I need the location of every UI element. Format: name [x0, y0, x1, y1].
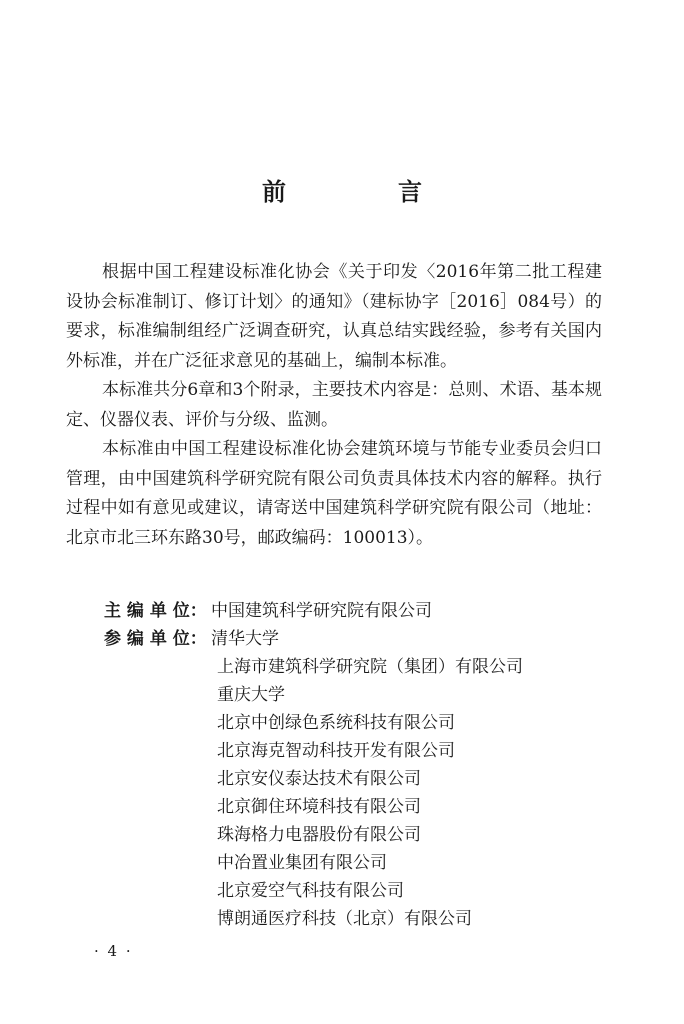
participating-unit: 北京爱空气科技有限公司: [217, 881, 404, 901]
participating-unit: 北京海克智动科技开发有限公司: [217, 741, 455, 761]
paragraph: 本标准由中国工程建设标准化协会建筑环境与节能专业委员会归口管理，由中国建筑科学研究院有限公司负责具体技术内容的解释。执行过程中如有意见或建议，请寄送中国建筑科学研究院有限公司（地址：北京市北三环东路30号，邮政编码：100013）。: [66, 439, 602, 548]
participating-unit: 博朗通医疗科技（北京）有限公司: [217, 909, 472, 929]
participating-unit: 清华大学: [211, 629, 279, 649]
participating-unit: 北京御住环境科技有限公司: [217, 797, 421, 817]
participating-unit: 上海市建筑科学研究院（集团）有限公司: [217, 657, 523, 677]
page-title: 前 言: [262, 178, 466, 206]
participating-unit: 北京中创绿色系统科技有限公司: [217, 713, 455, 733]
participating-unit: 重庆大学: [217, 685, 285, 705]
participating-units-label: 参 编 单 位：: [104, 629, 207, 649]
participating-unit: 北京安仪泰达技术有限公司: [217, 769, 421, 789]
paragraph: 本标准共分6章和3个附录，主要技术内容是：总则、术语、基本规定、仪器仪表、评价与分级、监测。: [66, 380, 602, 430]
foreword-body: [66, 258, 602, 553]
chief-unit-label: 主 编 单 位：: [104, 601, 207, 621]
participating-units-list: [211, 625, 523, 933]
paragraph: 根据中国工程建设标准化协会《关于印发〈2016年第二批工程建设协会标准制订、修订计划〉的通知》（建标协字［2016］084号）的要求，标准编制组经广泛调查研究，认真总结实践经验，参考有关国内外标准，并在广泛征求意见的基础上，编制本标准。: [66, 262, 602, 371]
participating-units-row: [104, 625, 523, 933]
drafting-units: [104, 597, 523, 933]
chief-unit-name: 中国建筑科学研究院有限公司: [211, 601, 432, 621]
participating-unit: 中冶置业集团有限公司: [217, 853, 387, 873]
page-number: · 4 ·: [94, 942, 133, 960]
chief-unit-row: [104, 597, 523, 625]
participating-unit: 珠海格力电器股份有限公司: [217, 825, 421, 845]
